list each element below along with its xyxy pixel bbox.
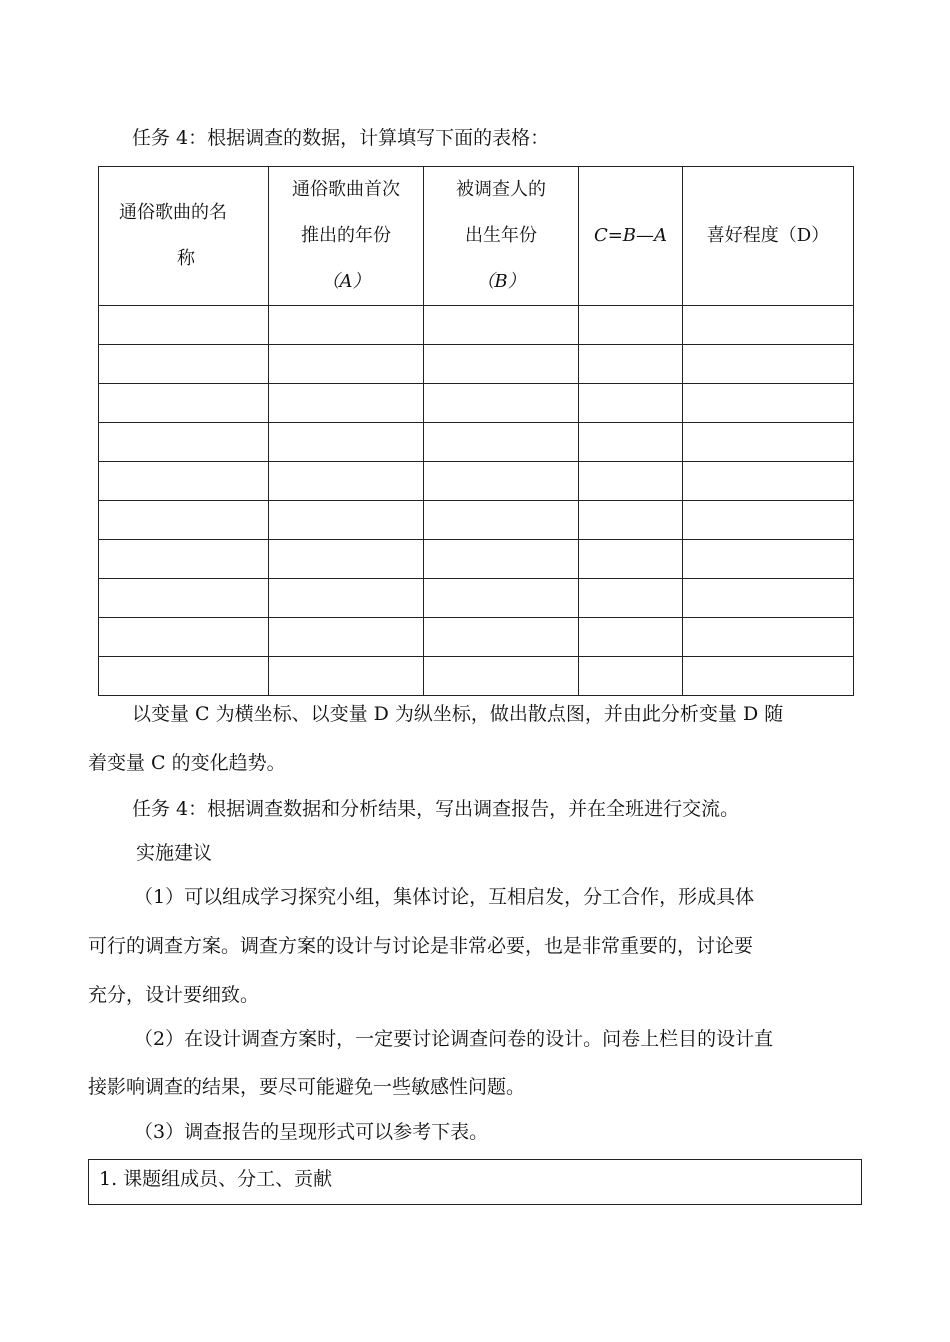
table-cell[interactable] (683, 423, 854, 462)
table-cell[interactable] (424, 540, 579, 579)
table-cell[interactable] (99, 618, 269, 657)
table-cell[interactable] (683, 345, 854, 384)
table-row (99, 579, 854, 618)
table-cell[interactable] (424, 462, 579, 501)
table-row (99, 462, 854, 501)
table-cell[interactable] (579, 540, 683, 579)
table-row (99, 540, 854, 579)
table-cell[interactable] (683, 501, 854, 540)
table-cell[interactable] (269, 501, 424, 540)
table-cell[interactable] (424, 345, 579, 384)
table-cell[interactable] (424, 657, 579, 696)
table-cell[interactable] (579, 579, 683, 618)
suggestions-title: 实施建议 (136, 842, 213, 864)
table-cell[interactable] (269, 384, 424, 423)
table-row (99, 306, 854, 345)
report-format-table (88, 1159, 862, 1205)
header-song-name-line1: 通俗歌曲的名 (119, 202, 227, 223)
table-cell[interactable] (99, 423, 269, 462)
table-cell[interactable] (99, 657, 269, 696)
table-cell[interactable] (683, 657, 854, 696)
table-cell[interactable] (424, 618, 579, 657)
header-release-year-line1: 通俗歌曲首次 (292, 179, 400, 200)
table-cell[interactable] (424, 423, 579, 462)
table-cell[interactable] (99, 384, 269, 423)
suggestion2-line2: 接影响调查的结果，要尽可能避免一些敏感性问题。 (88, 1076, 526, 1098)
table-cell[interactable] (579, 306, 683, 345)
table-cell[interactable] (99, 540, 269, 579)
table-row (99, 384, 854, 423)
scatter-instruction-line1: 以变量 C 为横坐标、以变量 D 为纵坐标，做出散点图，并由此分析变量 D 随 (132, 703, 784, 725)
table-row (99, 423, 854, 462)
table-cell[interactable] (269, 306, 424, 345)
suggestion1-line2: 可行的调查方案。调查方案的设计与讨论是非常必要，也是非常重要的，讨论要 (88, 935, 754, 957)
suggestion1-line3: 充分，设计要细致。 (88, 984, 260, 1006)
table-cell[interactable] (269, 540, 424, 579)
table-cell[interactable] (99, 501, 269, 540)
table-cell[interactable] (579, 657, 683, 696)
table-header-row (99, 167, 854, 306)
table-row (99, 345, 854, 384)
table-cell[interactable] (683, 579, 854, 618)
suggestion2-line1: （2）在设计调查方案时，一定要讨论调查问卷的设计。问卷上栏目的设计直 (134, 1028, 774, 1050)
table-cell[interactable] (269, 579, 424, 618)
table-cell[interactable] (269, 657, 424, 696)
table-cell[interactable] (99, 462, 269, 501)
table-cell[interactable] (579, 462, 683, 501)
header-birth-year-line1: 被调查人的 (456, 179, 546, 200)
table-cell[interactable] (424, 384, 579, 423)
suggestion1-line1: （1）可以组成学习探究小组，集体讨论，互相启发，分工合作，形成具体 (134, 886, 755, 908)
header-release-year-line2: 推出的年份 (301, 225, 391, 246)
table-cell[interactable] (424, 579, 579, 618)
table-cell[interactable] (579, 384, 683, 423)
header-c-formula-text: C=B—A (593, 225, 668, 246)
header-birth-year-line2: 出生年份 (465, 225, 537, 246)
table-cell[interactable] (683, 306, 854, 345)
table-cell[interactable] (683, 540, 854, 579)
table-row (99, 657, 854, 696)
table-cell[interactable] (683, 384, 854, 423)
header-release-year (269, 167, 424, 306)
table-cell[interactable] (99, 345, 269, 384)
header-song-name-line2: 称 (177, 248, 195, 269)
table-cell[interactable] (269, 618, 424, 657)
header-birth-year-line3: （B） (476, 271, 526, 292)
header-c-formula (579, 167, 683, 306)
table-cell[interactable] (579, 345, 683, 384)
table-row (99, 618, 854, 657)
survey-data-table (98, 166, 854, 696)
header-birth-year (424, 167, 579, 306)
table-cell[interactable] (99, 579, 269, 618)
scatter-instruction-line2: 着变量 C 的变化趋势。 (88, 752, 286, 774)
header-preference (683, 167, 854, 306)
header-release-year-line3: （A） (321, 271, 371, 292)
report-item-1: 1. 课题组成员、分工、贡献 (99, 1168, 333, 1190)
table-cell[interactable] (269, 345, 424, 384)
header-preference-text: 喜好程度（D） (706, 225, 830, 246)
task4-report: 任务 4：根据调查数据和分析结果，写出调查报告，并在全班进行交流。 (132, 798, 740, 820)
table-cell[interactable] (579, 423, 683, 462)
table-cell[interactable] (683, 618, 854, 657)
table-cell[interactable] (683, 462, 854, 501)
table-cell[interactable] (579, 618, 683, 657)
table-cell[interactable] (269, 462, 424, 501)
task4-heading: 任务 4：根据调查的数据，计算填写下面的表格： (132, 127, 550, 149)
table-row (99, 501, 854, 540)
header-song-name (99, 167, 269, 306)
table-cell[interactable] (424, 306, 579, 345)
table-cell[interactable] (269, 423, 424, 462)
table-cell[interactable] (99, 306, 269, 345)
table-cell[interactable] (579, 501, 683, 540)
suggestion3: （3）调查报告的呈现形式可以参考下表。 (134, 1121, 489, 1143)
table-cell[interactable] (424, 501, 579, 540)
